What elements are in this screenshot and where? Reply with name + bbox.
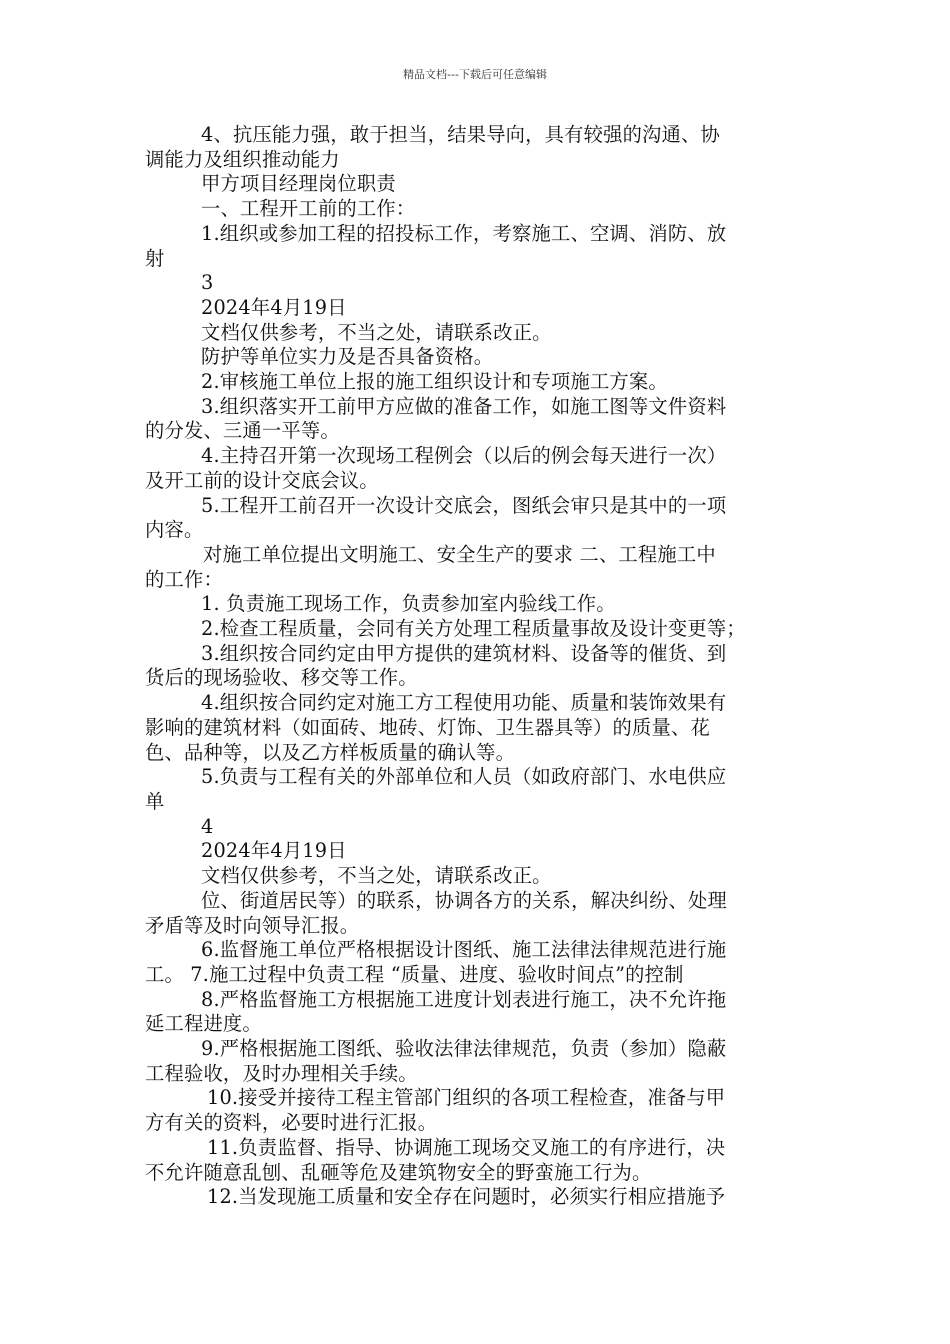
paragraph-line: 不允许随意乱刨、乱砸等危及建筑物安全的野蛮施工行为。 <box>145 1160 652 1184</box>
paragraph-line: 的工作： <box>145 567 223 591</box>
paragraph-line: 位、街道居民等）的联系，协调各方的关系，解决纠纷、处理 <box>201 888 727 912</box>
paragraph-line: 延工程进度。 <box>145 1012 262 1036</box>
paragraph-line: 工程验收，及时办理相关手续。 <box>145 1061 418 1085</box>
paragraph-line: 工。 7.施工过程中负责工程 “质量、进度、验收时间点”的控制 <box>145 962 684 986</box>
page-date: 2024年4月19日 <box>201 295 347 319</box>
paragraph-line: 防护等单位实力及是否具备资格。 <box>201 345 494 369</box>
paragraph-line: 方有关的资料，必要时进行汇报。 <box>145 1111 438 1135</box>
paragraph-line: 3.组织按合同约定由甲方提供的建筑材料、设备等的催货、到 <box>201 641 727 665</box>
paragraph-line: 6.监督施工单位严格根据设计图纸、施工法律法律规范进行施 <box>201 938 727 962</box>
document-body <box>145 123 813 1210</box>
page-number: 4 <box>201 814 214 838</box>
paragraph-line: 11.负责监督、指导、协调施工现场交叉施工的有序进行，决 <box>207 1135 726 1159</box>
paragraph-line: 2.检查工程质量，会同有关方处理工程质量事故及设计变更等； <box>201 617 746 641</box>
paragraph-line: 4、抗压能力强，敢于担当，结果导向，具有较强的沟通、协 <box>201 123 720 146</box>
paragraph-line: 色、品种等，以及乙方样板质量的确认等。 <box>145 740 516 764</box>
paragraph-line: 5.工程开工前召开一次设计交底会，图纸会审只是其中的一项 <box>201 493 727 517</box>
page-header: 精品文档---下载后可任意编辑 <box>403 68 547 81</box>
paragraph-line: 及开工前的设计交底会议。 <box>145 468 379 492</box>
paragraph-line: 4.组织按合同约定对施工方工程使用功能、质量和装饰效果有 <box>201 691 727 715</box>
paragraph-line: 影响的建筑材料（如面砖、地砖、灯饰、卫生器具等）的质量、花 <box>145 715 710 739</box>
paragraph-line: 内容。 <box>145 518 204 542</box>
paragraph-line: 8.严格监督施工方根据施工进度计划表进行施工，决不允许拖 <box>201 987 727 1011</box>
paragraph-line: 调能力及组织推动能力 <box>145 147 340 171</box>
paragraph-line: 1.组织或参加工程的招投标工作，考察施工、空调、消防、放 <box>201 221 727 245</box>
reference-note: 文档仅供参考，不当之处，请联系改正。 <box>201 864 552 888</box>
page-number: 3 <box>201 271 214 295</box>
reference-note: 文档仅供参考，不当之处，请联系改正。 <box>201 320 552 344</box>
paragraph-line: 2.审核施工单位上报的施工组织设计和专项施工方案。 <box>201 370 668 394</box>
paragraph-line: 货后的现场验收、移交等工作。 <box>145 666 418 690</box>
paragraph-line: 3.组织落实开工前甲方应做的准备工作，如施工图等文件资料 <box>201 394 727 418</box>
paragraph-line: 的分发、三通一平等。 <box>145 419 340 443</box>
paragraph-line: 10.接受并接待工程主管部门组织的各项工程检查，准备与甲 <box>207 1086 726 1110</box>
paragraph-line: 射 <box>145 246 165 270</box>
section-title: 甲方项目经理岗位职责 <box>201 172 396 196</box>
paragraph-line: 12.当发现施工质量和安全存在问题时，必须实行相应措施予 <box>207 1185 726 1209</box>
paragraph-line: 4.主持召开第一次现场工程例会（以后的例会每天进行一次） <box>201 444 727 468</box>
paragraph-line: 对施工单位提出文明施工、安全生产的要求 二、工程施工中 <box>203 542 716 566</box>
paragraph-line: 1. 负责施工现场工作，负责参加室内验线工作。 <box>201 592 616 616</box>
page-date: 2024年4月19日 <box>201 839 347 863</box>
paragraph-line: 5.负责与工程有关的外部单位和人员（如政府部门、水电供应 <box>201 765 727 789</box>
paragraph-line: 单 <box>145 789 165 813</box>
paragraph-line: 9.严格根据施工图纸、验收法律法律规范，负责（参加）隐蔽 <box>201 1037 727 1061</box>
paragraph-line: 矛盾等及时向领导汇报。 <box>145 913 360 937</box>
section-heading: 一、工程开工前的工作： <box>201 197 416 221</box>
